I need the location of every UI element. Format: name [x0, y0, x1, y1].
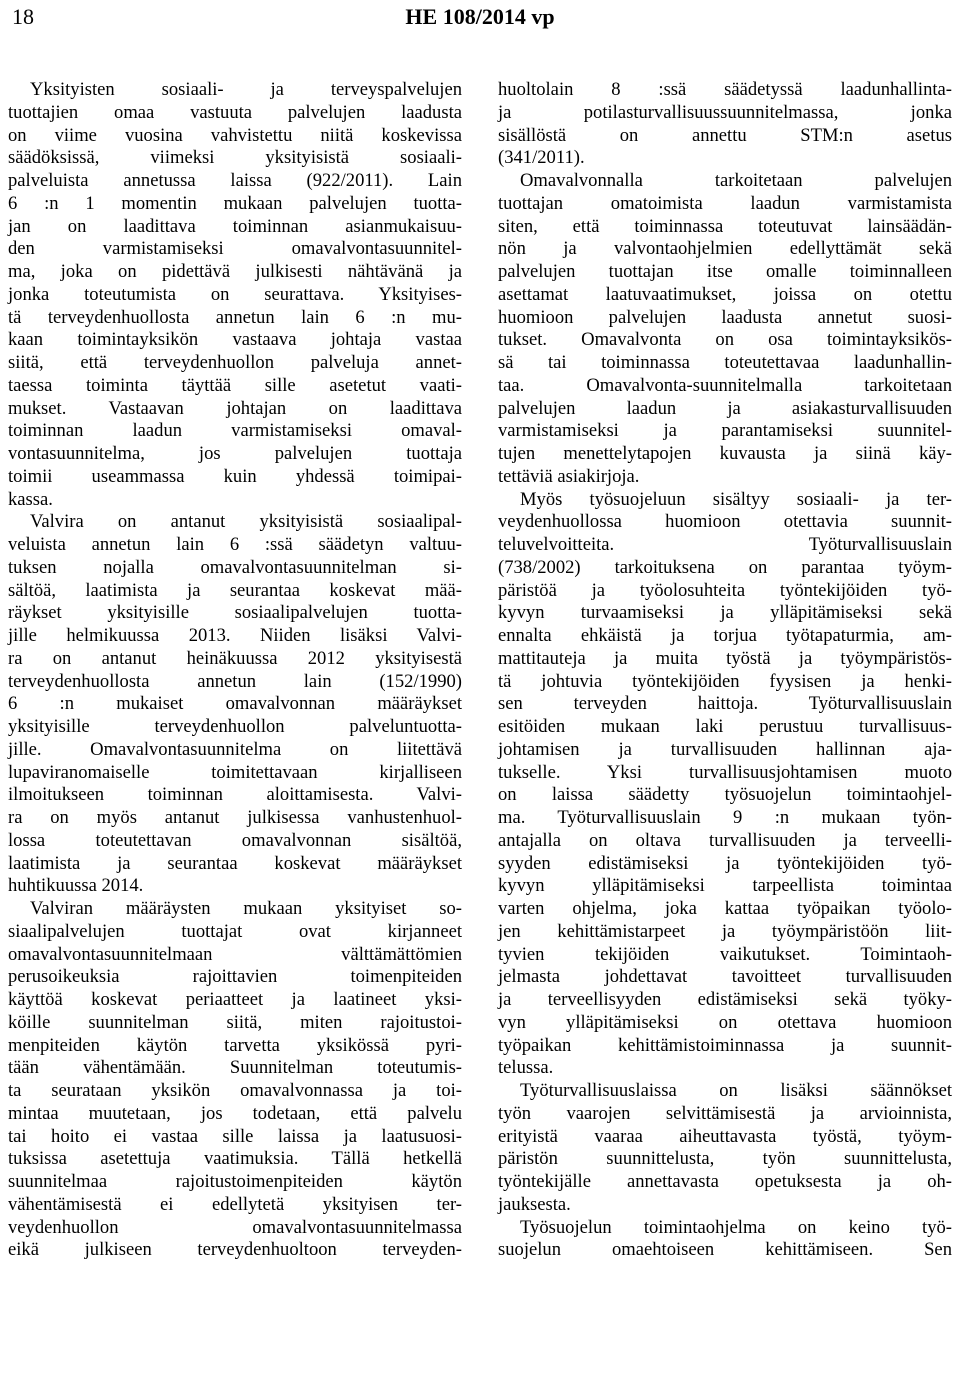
text-line: tai hoito ei vastaa sille laissa ja laatusuosi-: [8, 1125, 462, 1147]
text-line: jille. Omavalvontasuunnitelma on liitettävä: [8, 738, 462, 760]
text-line: siitä, että terveydenhuollon palveluja annet-: [8, 352, 462, 373]
text-line: mukset. Vastaavan johtajan on laadittava: [8, 397, 462, 419]
text-line: Työsuojelun toimintaohjelma on keino työ-: [520, 1216, 952, 1238]
text-line: 6 :n 1 momentin mukaan palvelujen tuotta-: [8, 192, 462, 214]
text-line: sisällöstä on annettu STM:n asetus: [498, 124, 952, 146]
text-line: mintaa muutetaan, jos todetaan, että palvelu: [8, 1102, 462, 1124]
text-line: on laissa säädetty työsuojelun toimintaohjel-: [498, 784, 952, 806]
text-line: ja potilasturvallisuussuunnitelmassa, jonka: [498, 101, 952, 123]
text-line: esitöiden mukaan laki perustuu turvallisuus-: [498, 716, 952, 737]
text-line: teluvelvoitteita. Työturvallisuuslain: [498, 534, 952, 555]
text-line: päristön suunnittelusta, työn suunnittelusta,: [498, 1148, 952, 1170]
text-line: tukset. Omavalvonta on osa toimintayksikös-: [498, 329, 952, 351]
text-line: taa. Omavalvonta-suunnitelmalla tarkoitetaan: [498, 374, 952, 396]
text-line: veydenhuollossa huomioon otettavia suunnit-: [498, 511, 952, 533]
text-line: työn vaarojen selvittämisestä ja arvioinnista,: [498, 1102, 952, 1124]
text-line: ma. Työturvallisuuslain 9 :n mukaan työn-: [498, 807, 952, 828]
text-line: vontasuunnitelma, jos palvelujen tuottaja: [8, 443, 462, 464]
text-line: tuksen nojalla omavalvontasuunnitelman si-: [8, 556, 462, 578]
text-line: tukselle. Yksi turvallisuusjohtamisen muoto: [498, 761, 952, 783]
text-line: nön ja valvontaohjelmien edellyttämät sekä: [498, 238, 952, 260]
text-line: Myös työsuojeluun sisältyy sosiaali- ja ter-: [520, 488, 952, 510]
text-line: huomioon palvelujen laadusta annetut suosi-: [498, 306, 952, 328]
text-line: varten ohjelma, joka kattaa työpaikan työolo-: [498, 898, 952, 919]
text-line: varmistamiseksi ja parantamiseksi suunnitel-: [498, 420, 952, 442]
text-line: eikä julkiseen terveydenhuoltoon terveyden-: [8, 1239, 462, 1261]
text-line: den varmistamiseksi omavalvontasuunnitel-: [8, 238, 462, 260]
text-line: tujen menettelytapojen kuvausta ja siinä käy-: [498, 443, 952, 464]
text-line: Omavalvonnalla tarkoitetaan palvelujen: [520, 170, 952, 191]
text-line: suunnitelmaa rajoitustoimenpiteiden käytön: [8, 1171, 462, 1192]
text-line: palvelujen laadun ja asiakasturvallisuuden: [498, 397, 952, 419]
text-line: telussa.: [498, 1057, 554, 1079]
text-line: (341/2011).: [498, 147, 585, 169]
document-id: HE 108/2014 vp: [405, 4, 555, 29]
text-line: jelmasta johdettavat tavoitteet turvallisuuden: [498, 966, 952, 988]
right-text-column: [498, 79, 952, 1262]
text-line: jen kehittämistarpeet ja työympäristöön liit-: [498, 920, 952, 942]
text-line: vähentämisestä ei edellytetä yksityisen ter-: [8, 1193, 462, 1215]
text-line: ilmoitukseen toiminnan aloittamisesta. Valvi-: [8, 784, 462, 806]
text-line: kassa.: [8, 488, 53, 510]
text-line: omavalvontasuunnitelmaan välttämättömien: [8, 943, 462, 965]
text-line: jauksesta.: [498, 1193, 571, 1215]
text-line: syyden edistämiseksi ja työntekijöiden työ-: [498, 852, 952, 874]
text-line: käyttöä koskevat periaatteet ja laatineet yksi-: [8, 989, 462, 1010]
text-line: antajalla on oltava turvallisuuden ja terveelli-: [498, 829, 952, 851]
text-line: siaalipalvelujen tuottajat ovat kirjanneet: [8, 920, 462, 942]
text-line: suojelun omaehtoiseen kehittämiseen. Sen: [498, 1239, 952, 1261]
text-line: köille suunnitelman siitä, miten rajoitustoi-: [8, 1011, 462, 1033]
text-line: toimii useammassa kuin yhdessä toimipai-: [8, 465, 462, 487]
text-line: siten, että toiminnassa toteutuvat lainsäädän-: [498, 215, 952, 237]
text-line: on viime vuosina vahvistettu niitä koskevissa: [8, 124, 462, 146]
text-line: tä terveydenhuollosta annetun lain 6 :n mu-: [8, 306, 462, 328]
text-line: ra on myös antanut julkisessa vanhustenhuol-: [8, 807, 462, 828]
text-line: tettäviä asiakirjoja.: [498, 465, 640, 487]
text-line: kaan toimintayksikön vastaava johtaja vastaa: [8, 329, 462, 351]
text-line: jille helmikuussa 2013. Niiden lisäksi Valvi-: [8, 625, 462, 646]
text-line: työpaikan kehittämistoiminnassa ja suunnit-: [498, 1034, 952, 1056]
text-line: jan on laadittava toiminnan asianmukaisuu-: [8, 215, 462, 237]
text-line: ma, joka on pidettävä julkisesti nähtävänä ja: [8, 261, 462, 282]
text-line: johtamisen ja turvallisuuden hallinnan aja-: [498, 738, 952, 760]
text-line: ennalta ehkäistä ja torjua työtapaturmia, am-: [498, 625, 952, 646]
text-line: kyvyn turvaamiseksi ja ylläpitämiseksi sekä: [498, 602, 952, 624]
text-line: perusoikeuksia rajoittavien toimenpiteiden: [8, 966, 462, 988]
text-line: tään vähentämään. Suunnitelman toteutumis-: [8, 1057, 462, 1079]
text-line: menpiteiden käytön tarvetta yksikössä pyri-: [8, 1034, 462, 1056]
text-line: lupaviranomaiselle toimitettavaan kirjalliseen: [8, 761, 462, 783]
text-line: päristöä ja työolosuhteita työntekijöiden työ-: [498, 579, 952, 601]
text-line: terveydenhuollosta annetun lain (152/1990): [8, 670, 462, 692]
text-line: työntekijälle annettavasta opetuksesta ja oh-: [498, 1171, 952, 1192]
text-line: vyn ylläpitämiseksi on otettava huomioon: [498, 1011, 952, 1033]
text-line: jonka toteutumista on seurattava. Yksityises-: [8, 283, 462, 305]
text-line: ta seurataan yksikön omavalvonnassa ja toi-: [8, 1080, 462, 1101]
text-line: Työturvallisuuslaissa on lisäksi säännökset: [520, 1080, 952, 1101]
text-line: tuottajien omaa vastuuta palvelujen laadusta: [8, 101, 462, 123]
text-line: toiminnan laadun varmistamiseksi omaval-: [8, 420, 462, 442]
text-line: mattitauteja ja muita työstä ja työympäristös-: [498, 647, 952, 669]
text-line: Yksityisten sosiaali- ja terveyspalvelujen: [30, 79, 462, 100]
page-number: 18: [12, 4, 34, 29]
text-line: palveluista annetussa laissa (922/2011). Lain: [8, 170, 462, 191]
text-line: kyvyn ylläpitämiseksi tarpeellista toimintaa: [498, 875, 952, 897]
text-line: palvelujen tuottajan itse omalle toiminnalleen: [498, 261, 952, 282]
text-line: lossa toteutettavan omavalvonnan sisältöä,: [8, 829, 462, 851]
text-line: asettamat laatuvaatimukset, joissa on otettu: [498, 283, 952, 305]
text-line: sä tai toiminnassa toteutettavaa laadunhallin-: [498, 352, 952, 373]
text-line: ja terveellisyyden edistämiseksi sekä työky-: [498, 989, 952, 1010]
text-line: tyvien tekijöiden vaikutukset. Toimintaoh-: [498, 943, 952, 965]
text-line: ra on antanut heinäkuussa 2012 yksityisestä: [8, 647, 462, 669]
text-line: Valvira on antanut yksityisistä sosiaalipal-: [30, 511, 462, 533]
text-line: huoltolain 8 :ssä säädetyssä laadunhallinta-: [498, 79, 952, 100]
text-line: laatimista ja seurantaa koskevat määräykset: [8, 852, 462, 874]
text-line: sältöä, laatimista ja seurantaa koskevat mää-: [8, 579, 462, 601]
text-line: sen terveyden haittoja. Työturvallisuuslain: [498, 693, 952, 715]
text-line: tuottajan omatoimista laadun varmistamista: [498, 192, 952, 214]
left-text-column: [8, 79, 462, 1262]
text-line: veydenhuollon omavalvontasuunnitelmassa: [8, 1216, 462, 1238]
text-line: 6 :n mukaiset omavalvonnan määräykset: [8, 693, 462, 715]
text-line: huhtikuussa 2014.: [8, 875, 144, 897]
text-line: taessa toiminta täyttää sille asetetut vaati-: [8, 374, 462, 396]
text-line: Valviran määräysten mukaan yksityiset so-: [30, 898, 462, 919]
text-line: veluista annetun lain 6 :ssä säädetyn valtuu-: [8, 534, 462, 555]
page-header: [0, 0, 960, 44]
text-line: säädöksissä, viimeksi yksityisistä sosiaali-: [8, 147, 462, 169]
text-line: yksityisille terveydenhuollon palveluntuotta-: [8, 716, 462, 737]
text-line: tuksissa asetettuja vaatimuksia. Tällä hetkellä: [8, 1148, 462, 1170]
text-line: räykset yksityisille sosiaalipalvelujen tuotta-: [8, 602, 462, 624]
text-line: tä johtuvia työntekijöiden fyysisen ja henki-: [498, 670, 952, 692]
text-line: (738/2002) tarkoituksena on parantaa työym-: [498, 556, 952, 578]
text-line: erityistä vaaraa aiheuttavasta työstä, työym-: [498, 1125, 952, 1147]
